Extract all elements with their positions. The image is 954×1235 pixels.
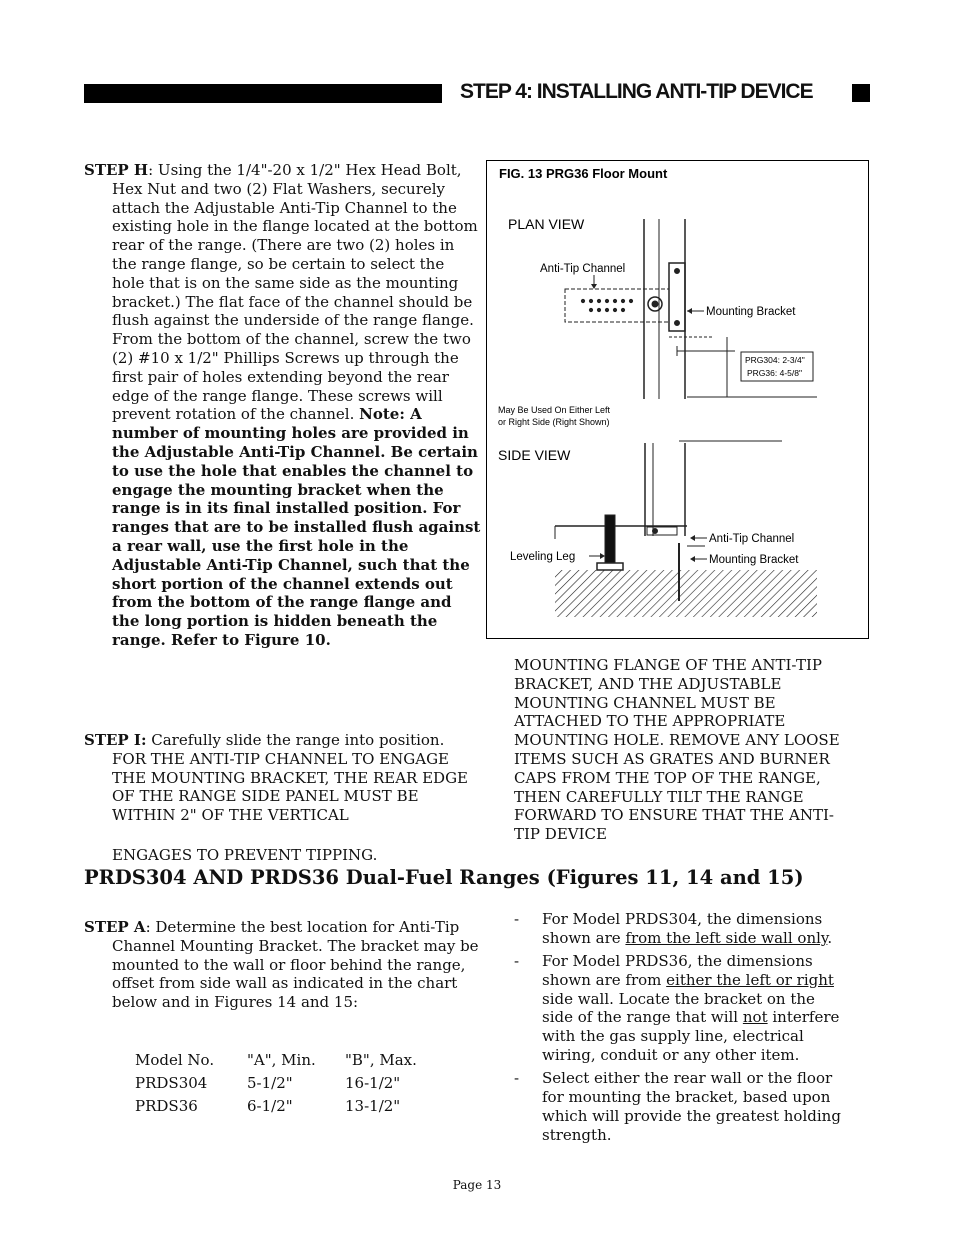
step-h-label: STEP H — [84, 161, 149, 179]
plan-view-label: PLAN VIEW — [508, 216, 585, 232]
bullet-list — [514, 910, 844, 1149]
floor-hatch — [555, 570, 817, 617]
bullet-dash: - — [514, 910, 520, 928]
table-cell-model: PRDS36 — [135, 1097, 198, 1115]
side-anti-tip-channel-label: Anti-Tip Channel — [709, 533, 795, 545]
step-h-paragraph — [84, 161, 481, 650]
figure-13-box — [486, 160, 869, 639]
table-row — [135, 1097, 417, 1120]
plan-anti-tip-channel-label: Anti-Tip Channel — [540, 263, 626, 275]
section-title: PRDS304 AND PRDS36 Dual-Fuel Ranges (Figures 11, 14 and 15) — [84, 866, 804, 889]
leveling-leg-label: Leveling Leg — [510, 551, 576, 563]
dimensions-table — [135, 1051, 417, 1120]
step-a-label: STEP A — [84, 918, 146, 936]
step-h-note: Note: A number of mounting holes are provided in the Adjustable Anti-Tip Channel. Be certain to use the hole that enables the channel to engage the mounting bracket when the range is in its final installed position. For ranges that are to be installed flush against a rear wall, use the first hole in the Adjustable Anti-Tip Channel, such that the short portion of the channel extends out from the bottom of the range flange and the long portion is hidden beneath the range. Refer to Figure 10. — [112, 405, 481, 649]
page-number: Page 13 — [452, 1178, 502, 1192]
right-column-caps-text: MOUNTING FLANGE OF THE ANTI-TIP BRACKET, AND THE ADJUSTABLE MOUNTING CHANNEL MUST BE ATTACHED TO THE APPROPRIATE MOUNTING HOLE. REMOVE ANY LOOSE ITEMS SUCH AS GRATES AND BURNER CAPS FROM THE TOP OF THE RANGE, THEN CAREFULLY TILT THE RANGE FORWARD TO ENSURE THAT THE ANTI-TIP DEVICE — [514, 656, 840, 844]
bullet-2-mid: side wall. Locate the bracket on the side of the range that will — [542, 989, 815, 1027]
bullet-dash: - — [514, 1069, 520, 1088]
table-header-model: Model No. — [135, 1051, 215, 1069]
table-cell-b: 13-1/2" — [345, 1097, 401, 1115]
either-side-note-line1: May Be Used On Either Left — [498, 405, 611, 415]
bullet-2-underline: either the left or right — [666, 970, 834, 989]
step-i-text: Carefully slide the range into position. FOR THE ANTI-TIP CHANNEL TO ENGAGE THE MOUNTING BRACKET, THE REAR EDGE OF THE RANGE SIDE PANEL MUST BE WITHIN 2" OF THE VERTICAL — [112, 731, 469, 825]
side-mounting-bracket-label: Mounting Bracket — [709, 554, 799, 566]
step-i-label: STEP I: — [84, 731, 147, 749]
table-header-b: "B", Max. — [345, 1051, 417, 1069]
step-a-paragraph — [84, 918, 481, 1012]
plan-mounting-bracket-label: Mounting Bracket — [706, 306, 796, 318]
bullet-dash: - — [514, 952, 520, 971]
bullet-1-text: For Model PRDS304, the dimensions shown are — [542, 910, 823, 947]
bullet-2-underline-not: not — [742, 1008, 768, 1027]
list-item — [514, 910, 844, 948]
dimension-prg36: PRG36: 4-5/8" — [747, 368, 802, 378]
dimension-prg304: PRG304: 2-3/4" — [745, 355, 805, 365]
either-side-note-line2: or Right Side (Right Shown) — [498, 417, 610, 427]
table-row — [135, 1074, 417, 1097]
bullet-1-end: . — [827, 928, 833, 947]
side-view-label: SIDE VIEW — [498, 447, 571, 463]
header-square — [852, 84, 870, 102]
table-header-row — [135, 1051, 417, 1074]
step-i-paragraph — [84, 731, 474, 825]
step-h-text: : Using the 1/4"-20 x 1/2" Hex Head Bolt, Hex Nut and two (2) Flat Washers, securely attach the Adjustable Anti-Tip Channel to the existing hole in the flange located at the bottom rear of the range. (There are two (2) holes in the range flange, so be certain to select the hole that is on the same side as the mounting bracket.) The flat face of the channel should be flush against the underside of the range flange. From the bottom of the channel, screw the two (2) #10 x 1/2" Phillips Screws up through the first pair of holes extending beyond the rear edge of the range flange. These screws will prevent rotation of the channel. — [112, 161, 478, 424]
page-title: STEP 4: INSTALLING ANTI-TIP DEVICE — [460, 80, 813, 103]
bullet-2-end: interfere with the gas supply line, electrical wiring, conduit or any other item. — [542, 1008, 840, 1065]
list-item — [514, 952, 844, 1065]
bullet-3-text: Select either the rear wall or the floor for mounting the bracket, based upon which will provide the greatest holding strength. — [542, 1069, 841, 1144]
table-cell-model: PRDS304 — [135, 1074, 208, 1092]
table-cell-a: 6-1/2" — [247, 1097, 293, 1115]
header-bar — [84, 84, 442, 103]
table-cell-a: 5-1/2" — [247, 1074, 293, 1092]
table-cell-b: 16-1/2" — [345, 1074, 401, 1092]
figure-title: FIG. 13 PRG36 Floor Mount — [499, 166, 668, 181]
bullet-2-text: For Model PRDS36, the dimensions shown are from — [542, 952, 813, 989]
table-header-a: "A", Min. — [247, 1051, 316, 1069]
bullet-1-underline: from the left side wall only — [625, 928, 828, 947]
list-item — [514, 1069, 844, 1144]
step-a-text: : Determine the best location for Anti-Tip Channel Mounting Bracket. The bracket may be mounted to the wall or floor behind the range, offset from side wall as indicated in the chart below and in Figures 14 and 15: — [112, 918, 479, 1012]
step-i-continuation: ENGAGES TO PREVENT TIPPING. — [112, 846, 378, 864]
figure-13-drawing — [487, 161, 868, 638]
